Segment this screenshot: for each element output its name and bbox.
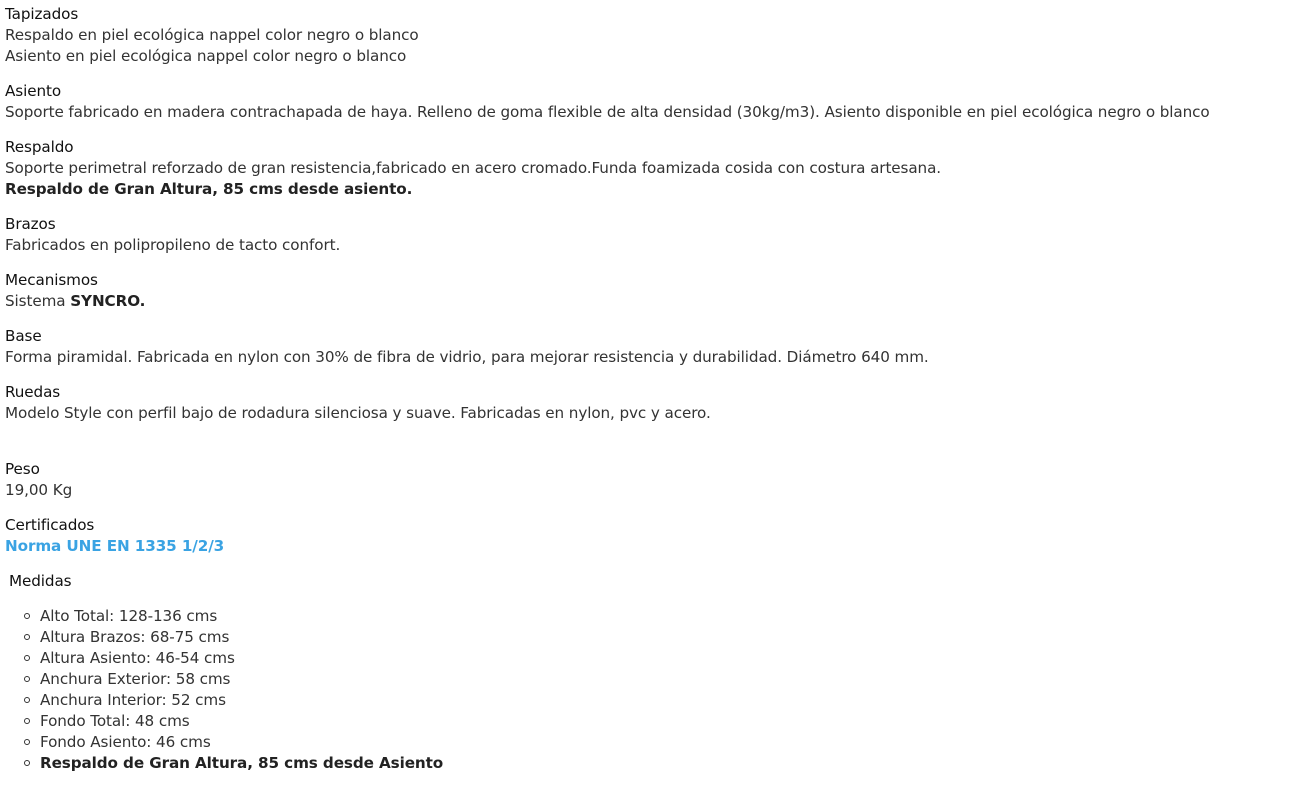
spec-prefix: Sistema — [5, 292, 71, 310]
spec-line: Soporte perimetral reforzado de gran resistencia,fabricado en acero cromado.Funda foamizada cosida con costura artesana. — [5, 159, 942, 177]
section-respaldo — [5, 137, 1309, 200]
list-item: Anchura Exterior: 58 cms — [40, 669, 1309, 690]
spec-line — [5, 291, 1309, 312]
section-brazos — [5, 214, 1309, 256]
section-title: Mecanismos — [5, 271, 98, 289]
section-ruedas — [5, 382, 1309, 424]
section-title: Base — [5, 327, 42, 345]
list-item: Altura Asiento: 46-54 cms — [40, 648, 1309, 669]
section-medidas — [5, 571, 1309, 774]
section-title: Peso — [5, 460, 40, 478]
spec-line: Fabricados en polipropileno de tacto confort. — [5, 236, 341, 254]
measurements-list — [5, 606, 1309, 774]
section-tapizados — [5, 4, 1309, 67]
section-title: Asiento — [5, 82, 62, 100]
list-item: Anchura Interior: 52 cms — [40, 690, 1309, 711]
section-title: Medidas — [9, 572, 72, 590]
section-title: Respaldo — [5, 138, 74, 156]
list-item: Respaldo de Gran Altura, 85 cms desde Asiento — [40, 753, 1309, 774]
list-item: Altura Brazos: 68-75 cms — [40, 627, 1309, 648]
section-asiento — [5, 81, 1309, 123]
list-item: Fondo Total: 48 cms — [40, 711, 1309, 732]
section-peso — [5, 459, 1309, 501]
spec-highlight: SYNCRO. — [70, 292, 146, 310]
spec-line: Modelo Style con perfil bajo de rodadura silenciosa y suave. Fabricadas en nylon, pvc y acero. — [5, 404, 711, 422]
section-title: Certificados — [5, 516, 95, 534]
certificate-link[interactable]: Norma UNE EN 1335 1/2/3 — [5, 537, 225, 555]
section-title: Ruedas — [5, 383, 61, 401]
section-title: Brazos — [5, 215, 56, 233]
section-mecanismos — [5, 270, 1309, 312]
section-base — [5, 326, 1309, 368]
spec-line: Forma piramidal. Fabricada en nylon con 30% de fibra de vidrio, para mejorar resistencia y durabilidad. Diámetro 640 mm. — [5, 348, 929, 366]
spec-line: 19,00 Kg — [5, 481, 73, 499]
section-title: Tapizados — [5, 5, 79, 23]
spec-line: Asiento en piel ecológica nappel color negro o blanco — [5, 47, 407, 65]
spec-line: Respaldo en piel ecológica nappel color negro o blanco — [5, 26, 419, 44]
list-item: Fondo Asiento: 46 cms — [40, 732, 1309, 753]
section-certificados — [5, 515, 1309, 557]
list-item: Alto Total: 128-136 cms — [40, 606, 1309, 627]
spec-line: Soporte fabricado en madera contrachapada de haya. Relleno de goma flexible de alta densidad (30kg/m3). Asiento disponible en piel ecológica negro o blanco — [5, 103, 1210, 121]
spec-highlight: Respaldo de Gran Altura, 85 cms desde asiento. — [5, 180, 413, 198]
